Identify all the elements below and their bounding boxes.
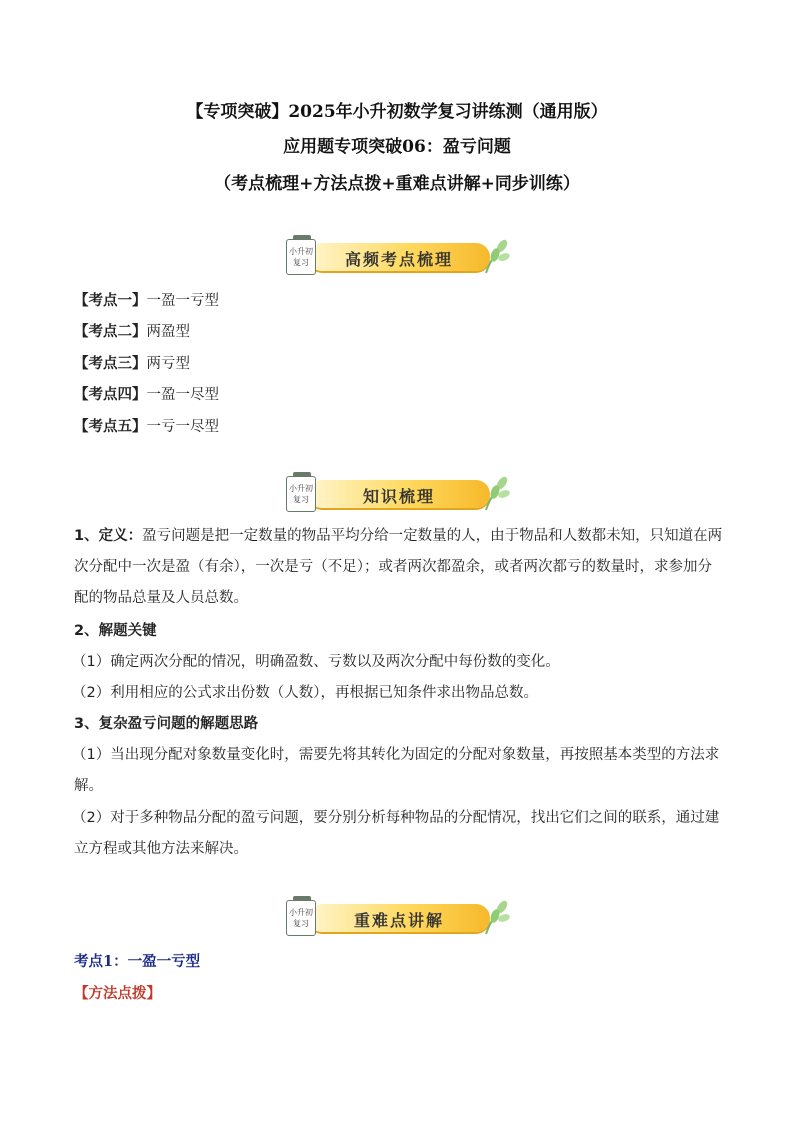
kaodian-item: 【考点四】一盈一尽型	[74, 387, 219, 403]
banner-pill	[308, 904, 490, 932]
definition-paragraph: 1、定义：盈亏问题是把一定数量的物品平均分给一定数量的人，由于物品和人数都未知，只知道在两次分配中一次是盈（有余），一次是亏（不足）；或者两次都盈余，或者两次都亏的数量时，求参加分配的物品总量及人员总数。	[74, 528, 723, 606]
leaf-icon	[482, 898, 510, 936]
kaodian-item: 【考点五】一亏一尽型	[74, 419, 219, 435]
kaodian-1-title: 考点1：一盈一亏型	[74, 953, 201, 970]
section-banner-high-frequency	[286, 237, 510, 283]
leaf-icon	[482, 474, 510, 512]
key-point: （2）利用相应的公式求出份数（人数），再根据已知条件求出物品总数。	[72, 685, 538, 701]
banner-label: 知识梳理	[362, 487, 435, 506]
method-label: 【方法点拨】	[74, 985, 161, 1002]
complex-point: （1）当出现分配对象数量变化时，需要先将其转化为固定的分配对象数量，再按照基本类型的方法求解。	[72, 747, 720, 794]
kaodian-item: 【考点一】一盈一亏型	[74, 293, 219, 309]
key-point: （1）确定两次分配的情况，明确盈数、亏数以及两次分配中每份数的变化。	[72, 654, 560, 670]
section-banner-key-difficult	[286, 898, 510, 944]
leaf-icon	[482, 237, 510, 275]
review-badge-icon: 小升初 复习	[286, 900, 316, 936]
kaodian-item: 【考点三】两亏型	[74, 356, 190, 372]
doc-title: 【专项突破】2025年小升初数学复习讲练测（通用版）	[186, 102, 608, 122]
section-banner-knowledge	[286, 474, 510, 520]
complex-heading: 3、复杂盈亏问题的解题思路	[74, 716, 259, 732]
doc-subtitle: 应用题专项突破06：盈亏问题	[283, 137, 511, 157]
banner-pill	[308, 480, 490, 508]
review-badge-icon: 小升初 复习	[286, 239, 316, 275]
banner-label: 重难点讲解	[353, 911, 444, 930]
kaodian-item: 【考点二】两盈型	[74, 324, 190, 340]
key-heading: 2、解题关键	[74, 623, 157, 639]
banner-label: 高频考点梳理	[344, 250, 453, 269]
banner-pill	[308, 243, 490, 271]
doc-subtitle-note: （考点梳理+方法点拨+重难点讲解+同步训练）	[214, 174, 580, 194]
complex-point: （2）对于多种物品分配的盈亏问题，要分别分析每种物品的分配情况，找出它们之间的联系，通过建立方程或其他方法来解决。	[72, 810, 720, 857]
review-badge-icon: 小升初 复习	[286, 476, 316, 512]
